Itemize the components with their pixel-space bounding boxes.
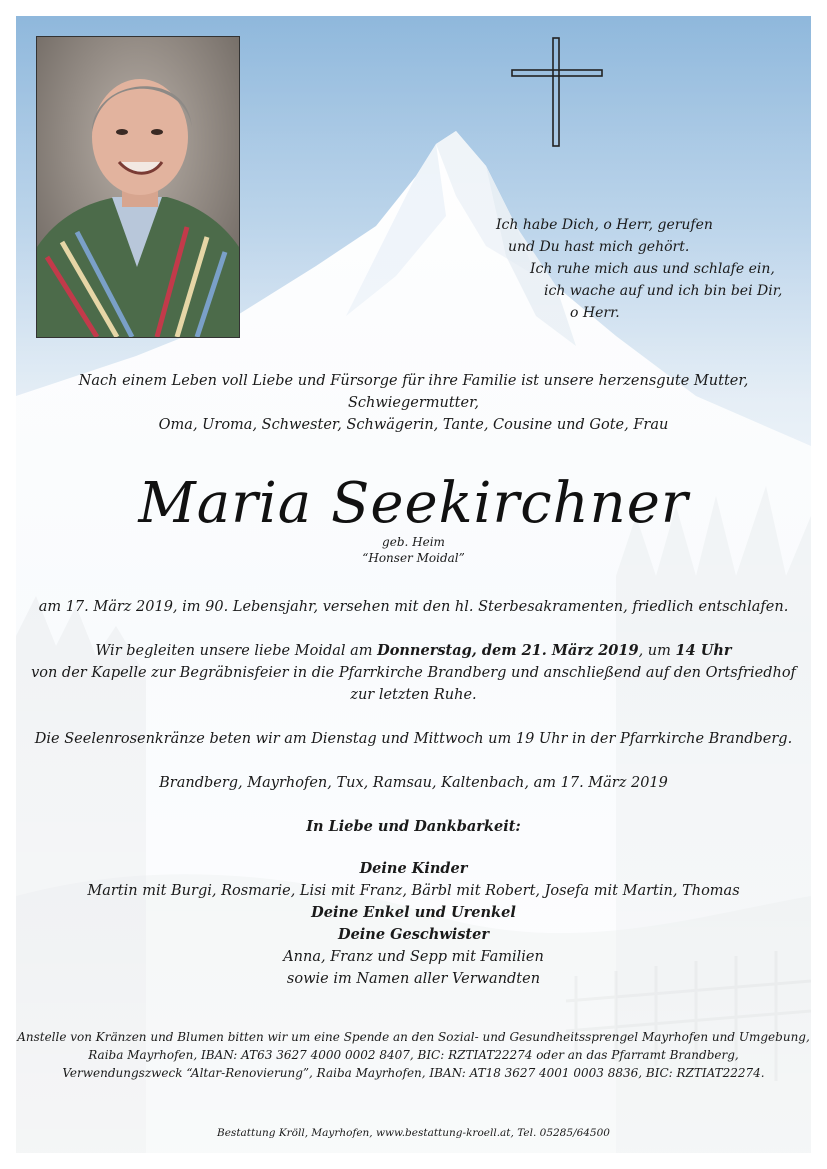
- children-heading: Deine Kinder: [359, 860, 468, 877]
- rosary-info: Die Seelenrosenkränze beten wir am Dienstag und Mittwoch um 19 Uhr in der Pfarrkirche Brandberg.: [34, 731, 793, 747]
- relatives-line: sowie im Namen aller Verwandten: [286, 971, 541, 987]
- children-names: Martin mit Burgi, Rosmarie, Lisi mit Franz, Bärbl mit Robert, Josefa mit Martin, Thomas: [87, 883, 740, 899]
- funeral-line: zur letzten Ruhe.: [350, 687, 477, 703]
- nickname: “Honser Moidal”: [362, 551, 465, 565]
- birth-name: geb. Heim: [382, 535, 445, 549]
- cross-icon: [510, 36, 606, 148]
- intro-text: [16, 370, 811, 436]
- footer-undertaker: Bestattung Kröll, Mayrhofen, www.bestattung-kroell.at, Tel. 05285/64500: [217, 1127, 610, 1139]
- siblings-heading: Deine Geschwister: [338, 926, 489, 943]
- funeral-pre: Wir begleiten unsere liebe Moidal am: [95, 643, 378, 659]
- mourners-list: [16, 858, 811, 990]
- name-details: [16, 534, 811, 566]
- funeral-date: Donnerstag, dem 21. März 2019: [377, 642, 639, 659]
- intro-line: Nach einem Leben voll Liebe und Fürsorge für ihre Familie ist unsere herzensgute Mutter, Schwiegermutter,: [78, 373, 749, 411]
- verse-line: ich wache auf und ich bin bei Dir,: [544, 283, 783, 299]
- place-date: Brandberg, Mayrhofen, Tux, Ramsau, Kaltenbach, am 17. März 2019: [159, 775, 668, 791]
- thanks-heading-text: In Liebe und Dankbarkeit:: [306, 818, 521, 835]
- donation-line: Raiba Mayrhofen, IBAN: AT63 3627 4000 0002 8407, BIC: RZTIAT22274 oder an das Pfarramt Brandberg,: [88, 1048, 739, 1062]
- portrait-photo: [36, 36, 240, 338]
- thanks-heading: [16, 816, 811, 838]
- funeral-info: [16, 640, 811, 706]
- verse-line: o Herr.: [570, 305, 620, 321]
- verse-line: Ich ruhe mich aus und schlafe ein,: [530, 261, 775, 277]
- donation-line: Verwendungszweck “Altar-Renovierung”, Raiba Mayrhofen, IBAN: AT18 3627 4001 0003 8836, BIC: RZTIAT22274.: [62, 1066, 765, 1080]
- death-line: am 17. März 2019, im 90. Lebensjahr, versehen mit den hl. Sterbesakramenten, friedlich entschlafen.: [38, 599, 789, 615]
- funeral-mid: , um: [638, 643, 676, 659]
- verse-line: und Du hast mich gehört.: [508, 239, 690, 255]
- deceased-name: Maria Seekirchner: [138, 471, 689, 536]
- verse-line: Ich habe Dich, o Herr, gerufen: [496, 217, 713, 233]
- funeral-time: 14 Uhr: [675, 642, 732, 659]
- intro-line: Oma, Uroma, Schwester, Schwägerin, Tante, Cousine und Gote, Frau: [158, 417, 669, 433]
- donation-line: Anstelle von Kränzen und Blumen bitten wir um eine Spende an den Sozial- und Gesundheitssprengel Mayrhofen und Umgebung,: [17, 1030, 810, 1044]
- funeral-line: von der Kapelle zur Begräbnisfeier in die Pfarrkirche Brandberg und anschließend auf den Ortsfriedhof: [31, 665, 796, 681]
- bible-verse: [496, 214, 806, 324]
- parte-sheet: [16, 16, 811, 1153]
- donation-note: [16, 1028, 811, 1082]
- siblings-names: Anna, Franz und Sepp mit Familien: [283, 949, 544, 965]
- grandchildren-heading: Deine Enkel und Urenkel: [311, 904, 516, 921]
